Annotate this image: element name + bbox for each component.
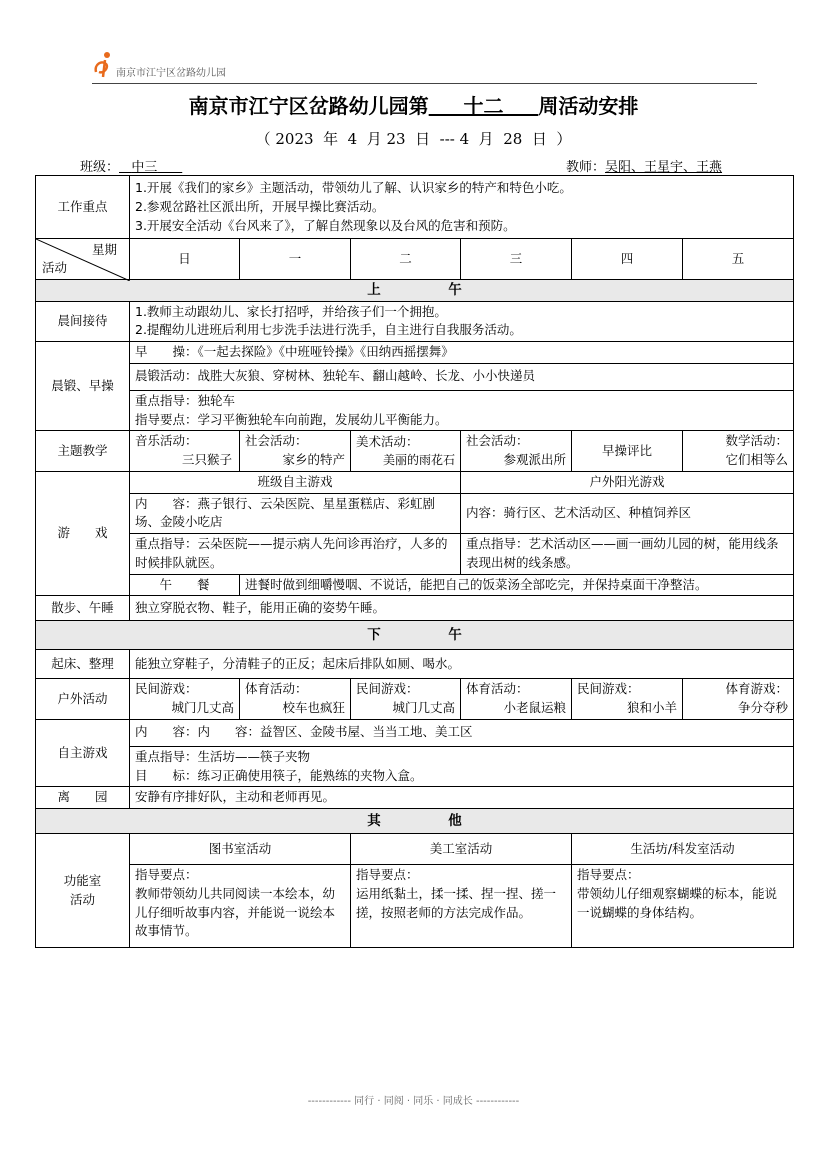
free-play-goal: 目 标：练习正确使用筷子，能熟练的夹物入盒。 [135,767,423,783]
theme-cell: 早操评比 [572,431,683,472]
outdoor-cell: 体育游戏： 争分夺秒 [683,679,794,720]
work-focus-row [36,176,794,239]
library-room-header: 图书室活动 [130,834,351,865]
work-focus-label: 工作重点 [36,176,130,239]
week-label: 星期 [91,242,117,258]
walk-nap-content: 独立穿脱衣物、鞋子，能用正确的姿势午睡。 [130,596,794,621]
teacher-info [566,156,722,175]
class-games-header: 班级自主游戏 [130,471,461,493]
free-play-guidance [130,746,794,787]
leaving-label: 离 园 [36,787,130,809]
lunch-content: 进餐时做到细嚼慢咽、不说话，能把自己的饭菜汤全部吃完，并保持桌面干净整洁。 [240,574,794,596]
page-header [92,50,757,84]
weekly-schedule-table [35,175,794,948]
lunch-label: 午 餐 [130,574,240,596]
games-label: 游 戏 [36,471,130,596]
class-games-content: 内 容：燕子银行、云朵医院、星星蛋糕店、彩虹剧场、金陵小吃店 [130,493,461,534]
games-row [36,471,794,493]
day-header: 五 [683,239,794,280]
exercise-focus: 重点指导：独轮车 [135,392,236,408]
section-morning: 上 午 [36,280,794,301]
morning-reception-content [130,301,794,342]
art-room-content: 指导要点： 运用纸黏土，揉一揉、捏一捏、搓一搓，按照老师的方法完成作品。 [351,865,572,948]
outdoor-games-content: 内容：骑行区、艺术活动区、种植饲养区 [461,493,794,534]
morning-exercise-label: 晨锻、早操 [36,342,130,431]
title-prefix: 南京市江宁区岔路幼儿园第 [188,94,429,118]
outdoor-label: 户外活动 [36,679,130,720]
wakeup-label: 起床、整理 [36,650,130,679]
outdoor-cell: 民间游戏： 城门几丈高 [130,679,240,720]
morning-reception-label: 晨间接待 [36,301,130,342]
theme-cell: 美术活动： 美丽的雨花石 [351,431,461,472]
theme-cell: 音乐活动： 三只猴子 [130,431,240,472]
kindergarten-logo-icon [92,50,118,80]
outdoor-cell: 体育活动： 小老鼠运粮 [461,679,572,720]
life-science-room-header: 生活坊/科发室活动 [572,834,794,865]
outdoor-row [36,679,794,720]
day-header: 二 [351,239,461,280]
class-games-focus: 重点指导：云朵医院——提示病人先问诊再治疗，人多的时候排队就医。 [130,534,461,575]
work-focus-item: 2.参观岔路社区派出所，开展早操比赛活动。 [135,198,385,214]
class-info [80,156,182,175]
date-range: （ 2023 年 4 月 23 日 --- 4 月 28 日 ） [255,130,572,148]
class-value: 中三 [131,160,158,175]
teacher-label: 教师： [566,160,606,175]
header-divider [92,83,757,84]
exercise-routine: 早 操：《一起去探险》《中班哑铃操》《田纳西摇摆舞》 [130,342,794,364]
reception-item: 2.提醒幼儿进班后利用七步洗手法进行洗手，自主进行自我服务活动。 [135,322,522,338]
wakeup-content: 能独立穿鞋子，分清鞋子的正反；起床后排队如厕、喝水。 [130,650,794,679]
free-play-label: 自主游戏 [36,719,130,787]
title-week-number: 十二 [463,94,504,118]
class-label: 班级： [80,160,120,175]
outdoor-cell: 民间游戏： 狼和小羊 [572,679,683,720]
outdoor-cell: 体育活动： 校车也疯狂 [240,679,351,720]
morning-exercise-row [36,342,794,364]
day-header: 日 [130,239,240,280]
outdoor-cell: 民间游戏： 城门几丈高 [351,679,461,720]
wakeup-row [36,650,794,679]
theme-cell: 数学活动： 它们相等么 [683,431,794,472]
title-suffix: 周活动安排 [538,94,639,118]
morning-reception-row [36,301,794,342]
teacher-value: 吴阳、王星宇、王燕 [605,160,723,175]
day-header: 三 [461,239,572,280]
day-header: 四 [572,239,683,280]
activity-label: 活动 [42,259,68,275]
walk-nap-row [36,596,794,621]
art-room-header: 美工室活动 [351,834,572,865]
walk-nap-label: 散步、午睡 [36,596,130,621]
theme-cell: 社会活动： 参观派出所 [461,431,572,472]
exercise-activities: 晨锻活动：战胜大灰狼、穿树林、独轮车、翻山越岭、长龙、小小快递员 [130,363,794,390]
free-play-row [36,719,794,746]
leaving-row [36,787,794,809]
days-header-row [36,239,794,280]
outdoor-games-header: 户外阳光游戏 [461,471,794,493]
life-science-room-content: 指导要点： 带领幼儿仔细观察蝴蝶的标本，能说一说蝴蝶的身体结构。 [572,865,794,948]
theme-teaching-row [36,431,794,472]
work-focus-content [130,176,794,239]
page-footer: ------------ 同行 · 同阅 · 同乐 · 同成长 ------------ [307,1096,520,1107]
free-play-focus: 重点指导：生活坊——筷子夹物 [135,748,311,764]
library-room-content: 指导要点： 教师带领幼儿共同阅读一本绘本，幼儿仔细听故事内容，并能说一说绘本故事情节。 [130,865,351,948]
page-title [0,90,827,119]
theme-cell: 社会活动： 家乡的特产 [240,431,351,472]
function-rooms-label: 功能室 活动 [36,834,130,948]
header-school-name: 南京市江宁区岔路幼儿园 [116,68,226,79]
leaving-content: 安静有序排好队，主动和老师再见。 [130,787,794,809]
exercise-guidance [130,390,794,431]
outdoor-games-focus: 重点指导：艺术活动区——画一画幼儿园的树，能用线条表现出树的线条感。 [461,534,794,575]
free-play-content: 内 容：内 容：益智区、金陵书屋、当当工地、美工区 [130,719,794,746]
function-rooms-content-row [36,865,794,948]
function-rooms-header-row [36,834,794,865]
section-afternoon: 下 午 [36,621,794,650]
exercise-points: 指导要点：学习平衡独轮车向前跑，发展幼儿平衡能力。 [135,411,448,427]
work-focus-item: 3.开展安全活动《台风来了》，了解自然现象以及台风的危害和预防。 [135,217,516,233]
reception-item: 1.教师主动跟幼儿、家长打招呼，并给孩子们一个拥抱。 [135,303,447,319]
theme-teaching-label: 主题教学 [36,431,130,472]
work-focus-item: 1.开展《我们的家乡》主题活动，带领幼儿了解、认识家乡的特产和特色小吃。 [135,180,572,195]
day-header: 一 [240,239,351,280]
section-other: 其 他 [36,809,794,834]
week-activity-corner-cell [36,239,130,280]
lunch-row [36,574,794,596]
